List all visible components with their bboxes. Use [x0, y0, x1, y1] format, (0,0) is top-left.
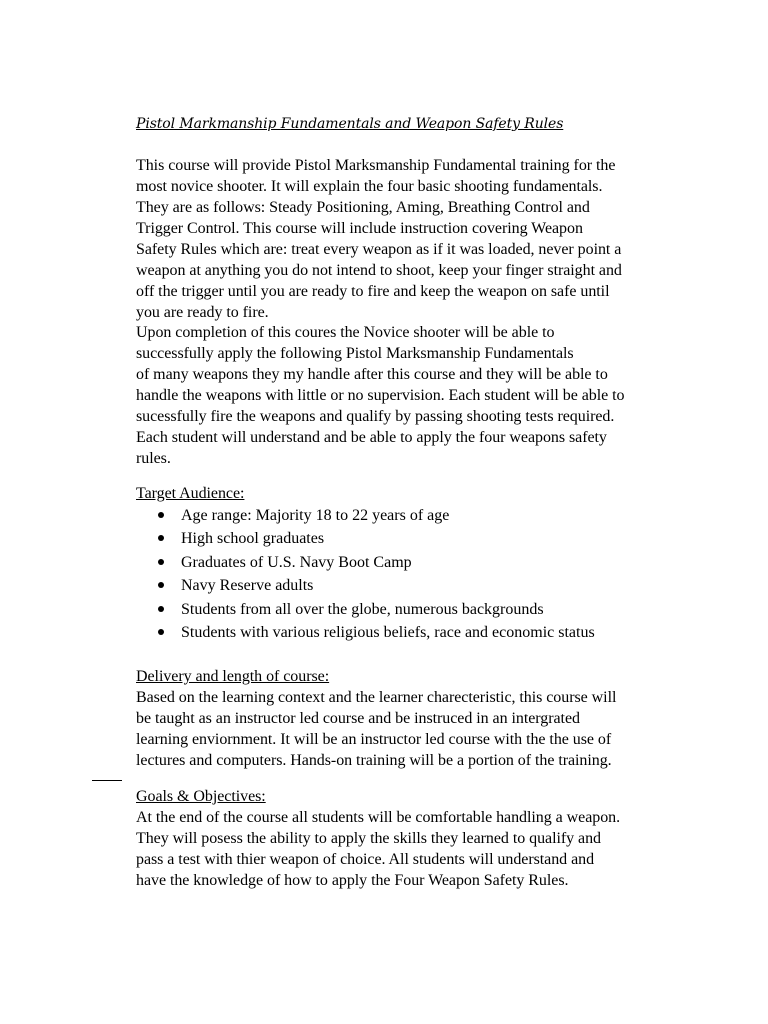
bullet-icon — [158, 606, 164, 612]
goals-line: pass a test with thier weapon of choice. All students will understand and — [136, 851, 595, 868]
intro-line: of many weapons they my handle after this course and they will be able to — [136, 366, 608, 383]
bullet-icon — [158, 629, 164, 635]
intro-line: Trigger Control. This course will include instruction covering Weapon — [136, 220, 583, 237]
intro-line: Upon completion of this coures the Novice shooter will be able to — [136, 324, 555, 341]
goals-line: They will posess the ability to apply the skills they learned to qualify and — [136, 830, 601, 847]
goals-heading: Goals & Objectives: — [136, 788, 266, 805]
delivery-line: Based on the learning context and the learner charecteristic, this course will — [136, 689, 617, 706]
bullet-icon — [158, 559, 164, 565]
target-audience-heading: Target Audience: — [136, 485, 245, 502]
intro-line: sucessfully fire the weapons and qualify by passing shooting tests required. — [136, 408, 615, 425]
list-item: Graduates of U.S. Navy Boot Camp — [181, 554, 412, 571]
delivery-heading: Delivery and length of course: — [136, 668, 330, 685]
list-item: Students from all over the globe, numerous backgrounds — [181, 601, 544, 618]
intro-line: Safety Rules which are: treat every weapon as if it was loaded, never point a — [136, 241, 622, 258]
bullet-icon — [158, 582, 164, 588]
margin-rule — [92, 780, 122, 781]
intro-line: weapon at anything you do not intend to shoot, keep your finger straight and — [136, 262, 622, 279]
bullet-icon — [158, 535, 164, 541]
intro-line: Each student will understand and be able to apply the four weapons safety — [136, 429, 607, 446]
delivery-line: learning enviornment. It will be an instructor led course with the the use of — [136, 731, 612, 748]
document-title: Pistol Markmanship Fundamentals and Weapon Safety Rules — [136, 116, 564, 132]
delivery-line: be taught as an instructor led course and be instruced in an intergrated — [136, 710, 580, 727]
intro-line: most novice shooter. It will explain the four basic shooting fundamentals. — [136, 178, 603, 195]
intro-line: off the trigger until you are ready to fire and keep the weapon on safe until — [136, 283, 610, 300]
intro-line: successfully apply the following Pistol Marksmanship Fundamentals — [136, 345, 574, 362]
intro-line: handle the weapons with little or no supervision. Each student will be able to — [136, 387, 625, 404]
goals-line: have the knowledge of how to apply the Four Weapon Safety Rules. — [136, 872, 569, 889]
intro-line: This course will provide Pistol Marksmanship Fundamental training for the — [136, 157, 616, 174]
goals-line: At the end of the course all students will be comfortable handling a weapon. — [136, 809, 621, 826]
list-item: Age range: Majority 18 to 22 years of age — [181, 507, 450, 524]
list-item: High school graduates — [181, 530, 325, 547]
intro-line: rules. — [136, 450, 171, 467]
intro-line: They are as follows: Steady Positioning, Aming, Breathing Control and — [136, 199, 590, 216]
bullet-icon — [158, 512, 164, 518]
delivery-line: lectures and computers. Hands-on training will be a portion of the training. — [136, 752, 612, 769]
list-item: Students with various religious beliefs, race and economic status — [181, 624, 595, 641]
list-item: Navy Reserve adults — [181, 577, 314, 594]
intro-line: you are ready to fire. — [136, 304, 269, 321]
